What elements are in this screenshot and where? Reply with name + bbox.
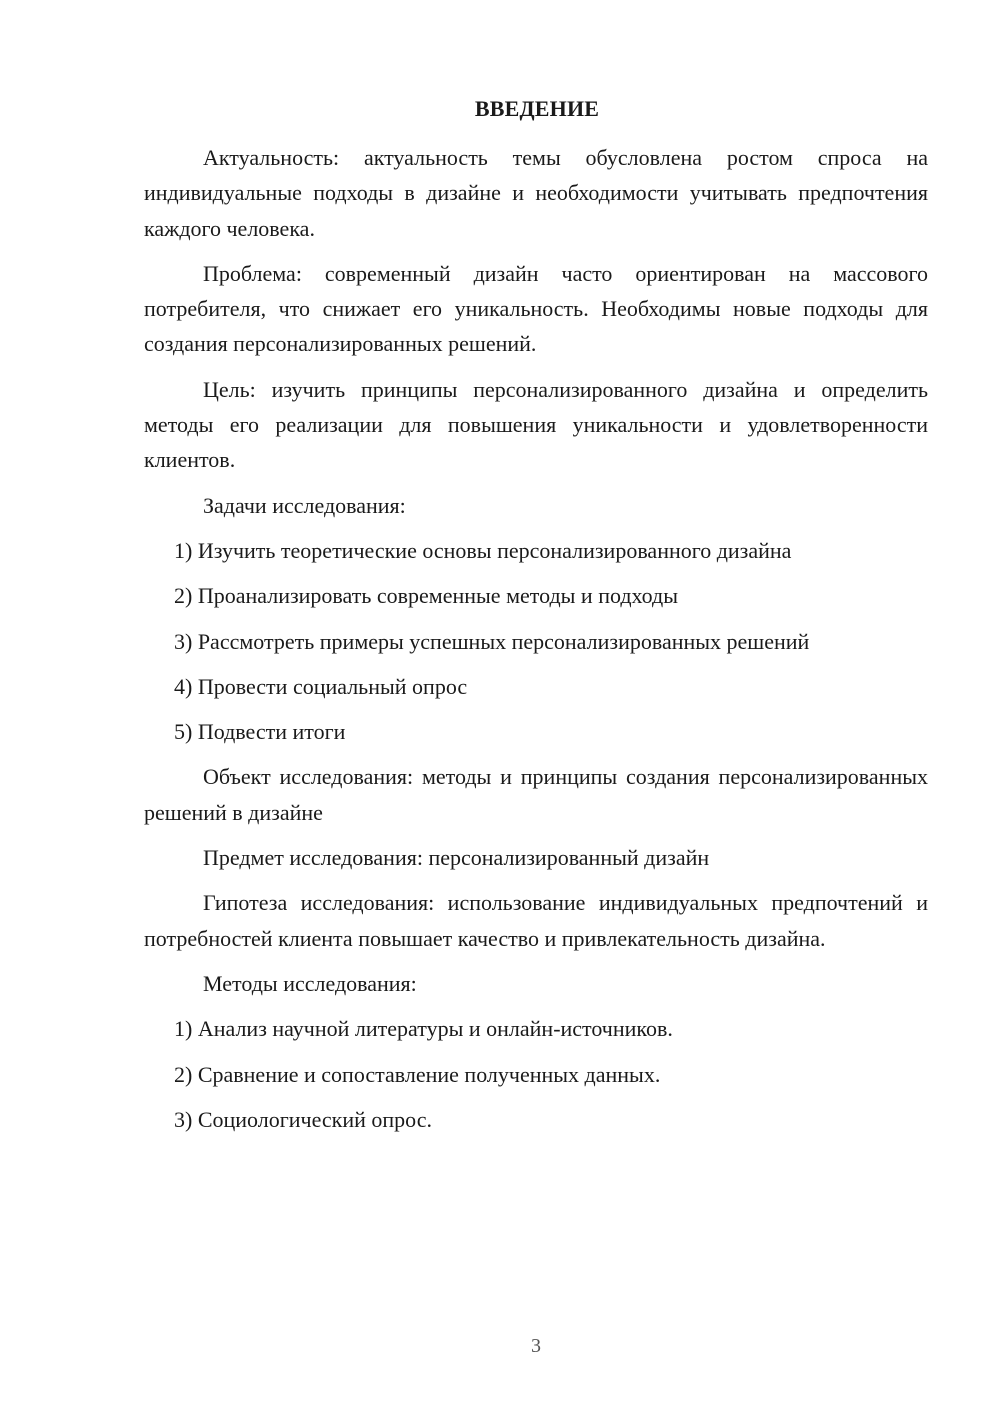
task-item: 1) Изучить теоретические основы персонализированного дизайна — [174, 537, 792, 563]
methods-heading: Методы исследования: — [203, 970, 417, 996]
tasks-heading: Задачи исследования: — [203, 492, 406, 518]
method-item: 3) Социологический опрос. — [174, 1106, 432, 1132]
page-title: ВВЕДЕНИЕ — [474, 96, 600, 121]
page-number: 3 — [531, 1335, 541, 1357]
paragraph-hypothesis: Гипотеза исследования: использование индивидуальных предпочтений и потребностей клиента повышает качество и привлекательность дизайна. — [144, 890, 928, 951]
task-item: 2) Проанализировать современные методы и подходы — [174, 583, 679, 609]
paragraph-problem: Проблема: современный дизайн часто ориентирован на массового потребителя, что снижает его уникальность. Необходимы новые подходы для создания персонализированных решений. — [144, 260, 928, 357]
task-item: 5) Подвести итоги — [174, 719, 346, 745]
method-item: 2) Сравнение и сопоставление полученных данных. — [174, 1061, 661, 1087]
paragraph-subject: Предмет исследования: персонализированный дизайн — [203, 845, 710, 871]
paragraph-object: Объект исследования: методы и принципы создания персонализированных решений в дизайне — [144, 764, 928, 825]
document-body — [144, 140, 928, 1147]
paragraph-goal: Цель: изучить принципы персонализированного дизайна и определить методы его реализации для повышения уникальности и удовлетворенности клиентов. — [144, 376, 928, 473]
paragraph-actuality: Актуальность: актуальность темы обусловлена ростом спроса на индивидуальные подходы в дизайне и необходимости учитывать предпочтения каждого человека. — [144, 145, 928, 241]
method-item: 1) Анализ научной литературы и онлайн-источников. — [174, 1016, 673, 1042]
task-item: 4) Провести социальный опрос — [174, 673, 468, 699]
task-item: 3) Рассмотреть примеры успешных персонализированных решений — [174, 628, 810, 654]
